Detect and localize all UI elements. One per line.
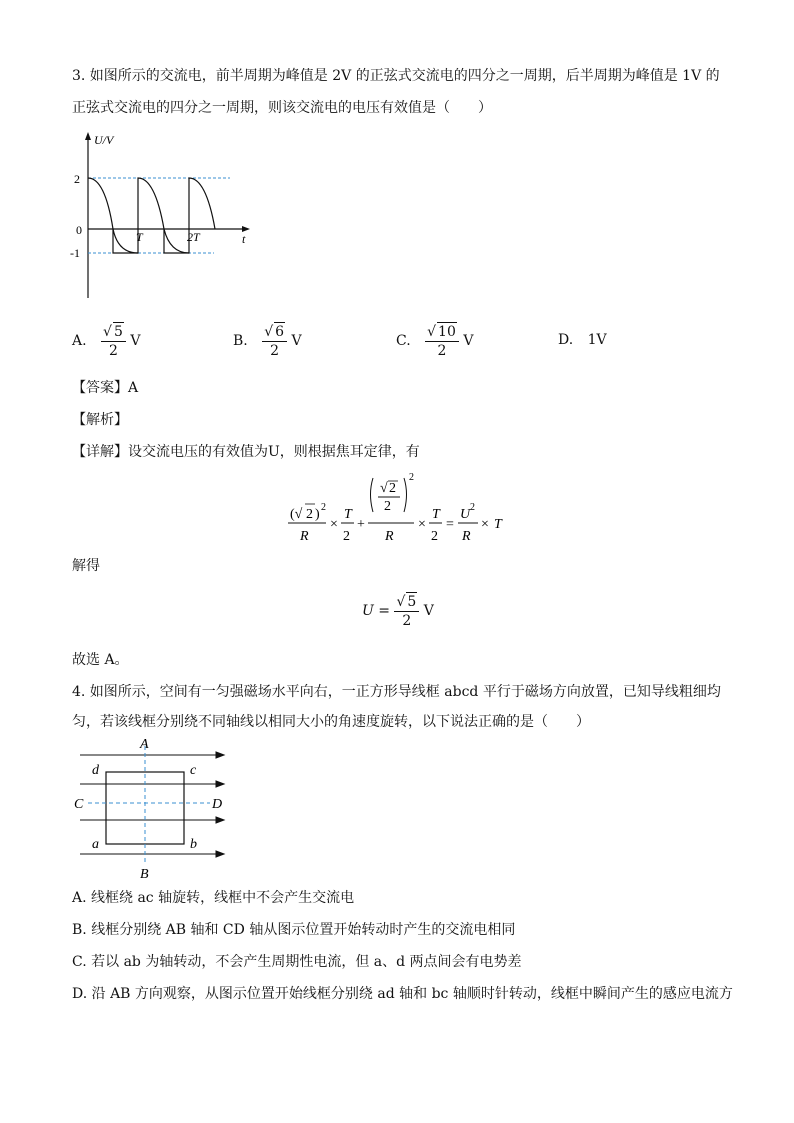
- q4-option-a[interactable]: A. 线框绕 ac 轴旋转，线框中不会产生交流电: [72, 890, 355, 906]
- q3-line2: 正弦式交流电的四分之一周期，则该交流电的电压有效值是（ ）: [72, 100, 492, 116]
- svg-text:2: 2: [389, 481, 396, 496]
- x-axis-label: t: [242, 232, 246, 246]
- option-a[interactable]: A. $\frac{√ 5}{2}$ V: [72, 324, 141, 359]
- svg-text:T: T: [432, 507, 440, 522]
- svg-text:U: U: [460, 507, 471, 522]
- conclusion: 故选 A。: [72, 652, 129, 668]
- result-equation: U = $\frac{√ 5}{2}$ V: [362, 594, 434, 629]
- svg-text:=: =: [446, 517, 454, 532]
- q4-line2: 匀，若该线框分别绕不同轴线以相同大小的角速度旋转，以下说法正确的是（ ）: [72, 714, 590, 730]
- tick-T: T: [136, 230, 143, 244]
- q4-option-c[interactable]: C. 若以 ab 为轴转动，不会产生周期性电流，但 a、d 两点间会有电势差: [72, 954, 522, 970]
- label-D: D: [212, 797, 223, 812]
- label-d: d: [92, 763, 99, 778]
- analysis-heading: 【解析】: [72, 412, 128, 428]
- svg-text:+: +: [357, 517, 365, 532]
- svg-text:√: √: [380, 481, 388, 496]
- y-axis-label: U/V: [94, 133, 114, 147]
- svg-text:R: R: [462, 529, 471, 544]
- svg-text:2: 2: [306, 507, 313, 522]
- label-a: a: [92, 837, 99, 852]
- svg-text:×: ×: [481, 517, 489, 532]
- svg-text:2: 2: [343, 529, 350, 544]
- y-axis-arrow: [85, 132, 91, 140]
- answer: 【答案】A: [72, 380, 139, 396]
- svg-text:T: T: [494, 517, 502, 532]
- tick-0: 0: [76, 223, 82, 237]
- q3-line1: 3. 如图所示的交流电，前半周期为峰值是 2V 的正弦式交流电的四分之一周期，后半周期为峰值是 1V 的: [72, 68, 720, 84]
- q4-option-b[interactable]: B. 线框分别绕 AB 轴和 CD 轴从图示位置开始转动时产生的交流电相同: [72, 922, 516, 938]
- svg-text:): ): [315, 507, 320, 522]
- label-b: b: [190, 837, 197, 852]
- svg-text:T: T: [344, 507, 352, 522]
- svg-text:2: 2: [321, 502, 326, 513]
- svg-text:2: 2: [384, 499, 391, 514]
- q4-line1: 4. 如图所示，空间有一匀强磁场水平向右，一正方形导线框 abcd 平行于磁场方向放置，已知导线粗细均: [72, 684, 721, 700]
- option-b[interactable]: B. $\frac{√ 6}{2}$ V: [233, 324, 302, 359]
- tick-2: 2: [74, 172, 80, 186]
- svg-text:2: 2: [409, 472, 414, 483]
- option-c-fraction: $\frac{√ 10}{2}$: [425, 322, 459, 360]
- option-d[interactable]: D. 1V: [558, 332, 607, 348]
- svg-text:R: R: [385, 529, 394, 544]
- option-a-fraction: $\frac{√ 5}{2}$: [101, 322, 126, 360]
- detail-text: 【详解】设交流电压的有效值为U，则根据焦耳定律，有: [72, 444, 420, 460]
- svg-text:×: ×: [418, 517, 426, 532]
- label-c: c: [190, 763, 197, 778]
- svg-text:2: 2: [431, 529, 438, 544]
- option-b-fraction: $\frac{√ 6}{2}$: [262, 322, 287, 360]
- option-c[interactable]: C. $\frac{√ 10}{2}$ V: [396, 324, 474, 359]
- svg-text:(√: (√: [290, 507, 303, 522]
- label-B: B: [140, 867, 149, 882]
- label-A: A: [140, 737, 149, 752]
- svg-text:×: ×: [330, 517, 338, 532]
- svg-text:R: R: [300, 529, 309, 544]
- q3-voltage-graph: [60, 126, 260, 306]
- tick-neg1: -1: [70, 246, 80, 260]
- q4-magnetic-field-diagram: [70, 736, 240, 882]
- svg-text:2: 2: [470, 502, 475, 513]
- waveform-negative: [113, 229, 189, 253]
- tick-2T: 2T: [187, 230, 200, 244]
- q4-option-d[interactable]: D. 沿 AB 方向观察，从图示位置开始线框分别绕 ad 轴和 bc 轴顺时针转动，线框中瞬间产生的感应电流方: [72, 986, 733, 1002]
- joule-equation: [280, 470, 520, 550]
- label-C: C: [74, 797, 84, 812]
- solve-label: 解得: [72, 558, 100, 574]
